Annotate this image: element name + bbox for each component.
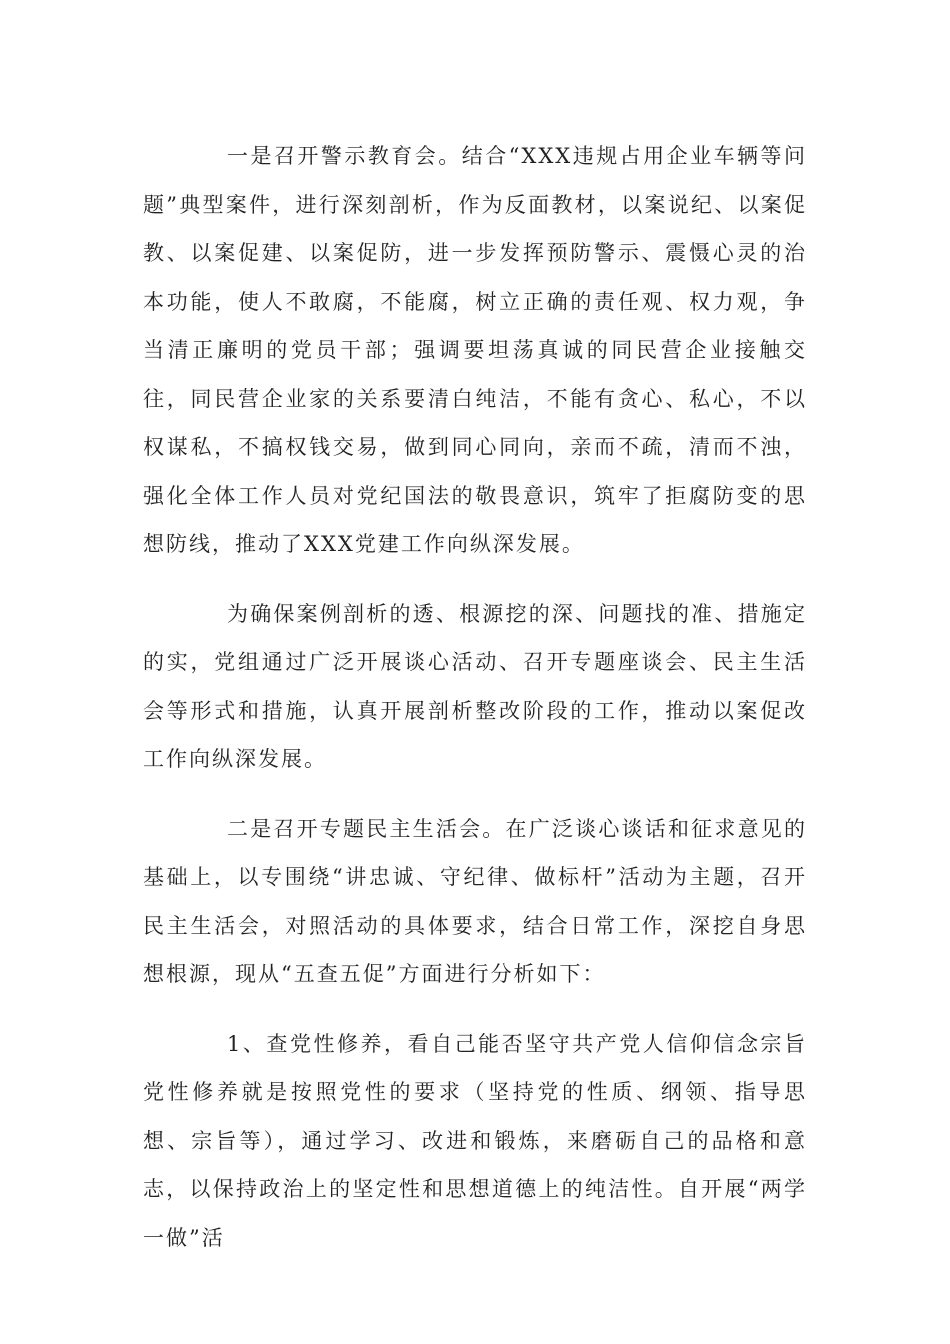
paragraph-case-analysis: 为确保案例剖析的透、根源挖的深、问题找的准、措施定的实，党组通过广泛开展谈心活动、召开专题座谈会、民主生活会等形式和措施，认真开展剖析整改阶段的工作，推动以案促改工作向纵深发展。 — [143, 601, 807, 771]
paragraph-democratic-life-meeting: 二是召开专题民主生活会。在广泛谈心谈话和征求意见的基础上，以专围绕“讲忠诚、守纪律、做标杆”活动为主题，召开民主生活会，对照活动的具体要求，结合日常工作，深挖自身思想根源，现从“五查五促”方面进行分析如下： — [143, 816, 807, 986]
document-body — [143, 132, 807, 1262]
paragraph-warning-education-meeting: 一是召开警示教育会。结合“XXX违规占用企业车辆等问题”典型案件，进行深刻剖析，作为反面教材，以案说纪、以案促教、以案促建、以案促防，进一步发挥预防警示、震慑心灵的治本功能，使人不敢腐，不能腐，树立正确的责任观、权力观，争当清正廉明的党员干部；强调要坦荡真诚的同民营企业接触交往，同民营企业家的关系要清白纯洁，不能有贪心、私心，不以权谋私，不搞权钱交易，做到同心同向，亲而不疏，清而不浊，强化全体工作人员对党纪国法的敬畏意识，筑牢了拒腐防变的思想防线，推动了XXX党建工作向纵深发展。 — [143, 144, 807, 556]
paragraph-party-spirit-check: 1、查党性修养，看自己能否坚守共产党人信仰信念宗旨党性修养就是按照党性的要求（坚持党的性质、纲领、指导思想、宗旨等），通过学习、改进和锻炼，来磨砺自己的品格和意志，以保持政治上的坚定性和思想道德上的纯洁性。自开展“两学一做”活 — [143, 1031, 807, 1250]
